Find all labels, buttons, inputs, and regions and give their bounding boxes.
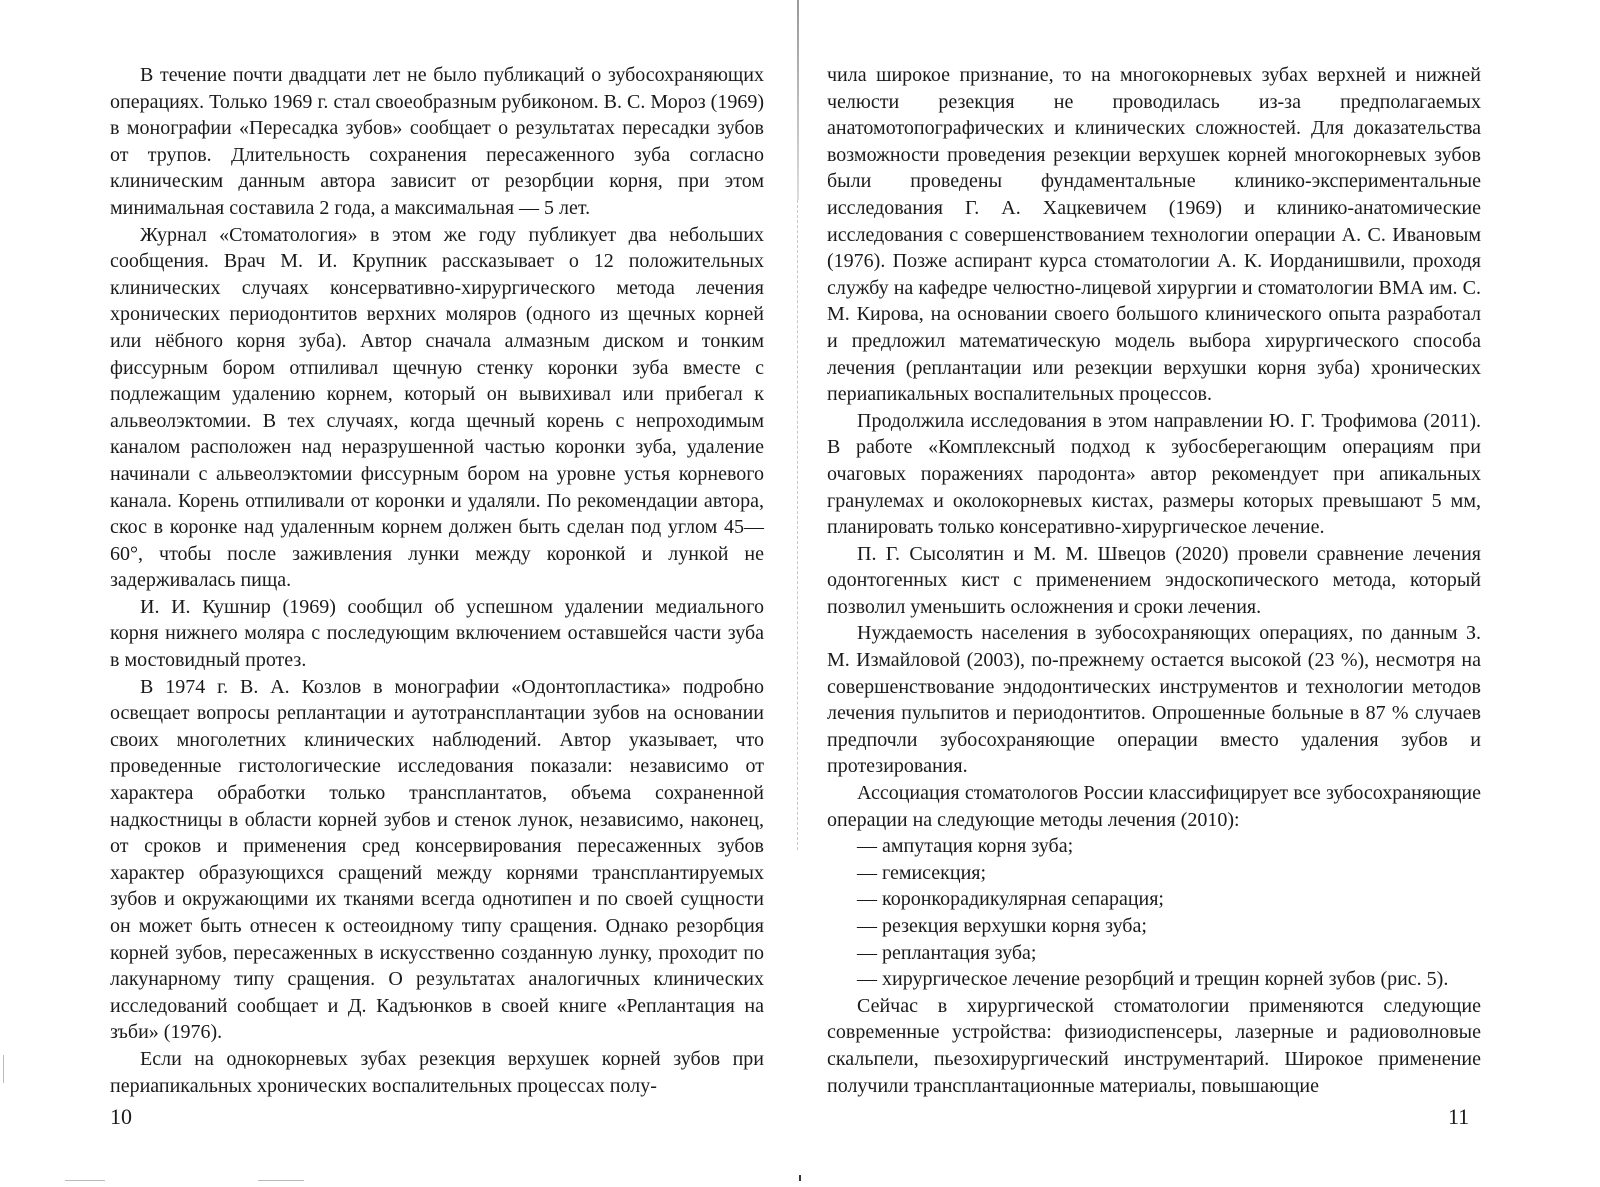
paragraph: Ассоциация стоматологов России классифицирует все зубосохраняющие операции на следующие методы лечения (2010): [827,782,1481,831]
list-item: — гемисекция; [857,861,987,884]
paragraph: В течение почти двадцати лет не было публикаций о зубосохраняющих операциях. Только 1969 г. стал своеобразным рубиконом. В. С. Мороз (1969) в монографии «Пересадка зубов» сообщает о результатах пересадки зубов от трупов. Длительность сохранения пересаженного зуба согласно клиническим данным автора зависит от резорбции корня, при этом минимальная составила 2 года, а максимальная — 5 лет. [110,64,764,219]
paragraph: Сейчас в хирургической стоматологии применяются следующие современные устройства: физиодиспенсеры, лазерные и радиоволновые скальпели, пьезохирургический инструментарий. Широкое применение получили трансплантационные материалы, повышающие [827,994,1481,1097]
paragraph: П. Г. Сысолятин и М. М. Швецов (2020) провели сравнение лечения одонтогенных кист с применением эндоскопического метода, который позволил уменьшить осложнения и сроки лечения. [827,542,1481,618]
page-number-left: 10 [110,1104,132,1129]
scan-edge-line [65,1180,105,1181]
methods-list [827,833,1481,993]
scan-edge-line [258,1180,304,1181]
page-number-right: 11 [1448,1104,1470,1129]
paragraph: И. И. Кушнир (1969) сообщил об успешном удалении медиального корня нижнего моляра с последующим включением оставшейся части зуба в мостовидный протез. [110,595,764,672]
list-item: — резекция верхушки корня зуба; [857,915,1147,937]
paragraph: В 1974 г. В. А. Козлов в монографии «Одонтопластика» подробно освещает вопросы реплантации и аутотрансплантации зубов на основании своих многолетних клинических наблюдений. Автор указывает, что проведенные гистологические исследования показали: независимо от характера обработки только трансплантатов, объема сохраненной надкостницы в области корней зубов и стенок лунок, независимо, наконец, от сроков и применения сред консервирования пересаженных зубов характер образующихся сращений между корнями трансплантируемых зубов и окружающими их тканями всегда однотипен и по своей сущности он может быть отнесен к остеоидному типу сращения. Однако резорбция корней зубов, пересаженных в искусственно созданную лунку, проходит по лакунарному типу сращения. О результатах аналогичных клинических исследований сообщает и Д. Кадъюнков в своей книге «Реплантация на зъби» (1976). [110,675,764,1044]
paragraph-continuation: чила широкое признание, то на многокорневых зубах верхней и нижней челюсти резекция не проводилась из-за предполагаемых анатомотопографических и клинических сложностей. Для доказательства возможности проведения резекции верхушек корней многокорневых зубов были проведены фундаментальные клинико-экспериментальные исследования Г. А. Хацкевичем (1969) и клинико-анатомические исследования с совершенствованием технологии операции А. С. Ивановым (1976). Позже аспирант курса стоматологии А. К. Иорданишвили, проходя службу на кафедре челюстно-лицевой хирургии и стоматологии ВМА им. С. М. Кирова, на основании своего большого клинического опыта разработал и предложил математическую модель выбора хирургического способа лечения (реплантации или резекции верхушки корня зуба) хронических периапикальных воспалительных процессов. [827,64,1481,406]
paragraph: Журнал «Стоматология» в этом же году публикует два небольших сообщения. Врач М. И. Крупник рассказывает о 12 положительных клинических случаях консервативно-хирургического метода лечения хронических периодонтитов верхних моляров (одного из щечных корней или нёбного корня зуба). Автор сначала алмазным диском и тонким фиссурным бором отпиливал щечную стенку коронки зуба вместе с подлежащим удалению корнем, который он вывихивал или прибегал к альвеолэктомии. В тех случаях, когда щечный корень с непроходимым каналом расположен над неразрушенной частью коронки зуба, удаление начинали с альвеолэктомии фиссурным бором на уровне устья корневого канала. Корень отпиливали от коронки и удаляли. По рекомендации автора, скос в коронке над удаленным корнем должен быть сделан под углом 45—60°, чтобы после заживления лунки между коронкой и лункой не задерживалась пища. [110,223,764,592]
scan-edge-tick [3,1055,4,1083]
list-item: — хирургическое лечение резорбций и трещин корней зубов (рис. 5). [857,968,1449,991]
list-item: — реплантация зуба; [857,941,1037,964]
paragraph: Продолжила исследования в этом направлении Ю. Г. Трофимова (2011). В работе «Комплексный подход к зубосберегающим операциям при очаговых поражениях пародонта» автор рекомендует при апикальных гранулемах и околокорневых кистах, размеры которых превышают 5 мм, планировать только консеративно-хирургическое лечение. [827,409,1481,539]
paragraph: Нуждаемость населения в зубосохраняющих операциях, по данным З. М. Измайловой (2003), по-прежнему остается высокой (23 %), несмотря на совершенствование эндодонтических инструментов и технологии методов лечения пульпитов и периодонтитов. Опрошенные больные в 87 % случаев предпочли зубосохраняющие операции вместо удаления зубов и протезирования. [827,622,1481,778]
paragraph: Если на однокорневых зубах резекция верхушек корней зубов при периапикальных хронических воспалительных процессах полу- [110,1047,764,1097]
book-spine-line [797,0,799,200]
spine-bottom-mark [799,1175,801,1181]
book-spine-dashed-line [797,200,798,850]
list-item: — коронкорадикулярная сепарация; [857,888,1164,911]
right-page-text [827,62,1481,1099]
list-item: — ампутация корня зуба; [857,835,1074,858]
left-page-text [110,62,764,1099]
